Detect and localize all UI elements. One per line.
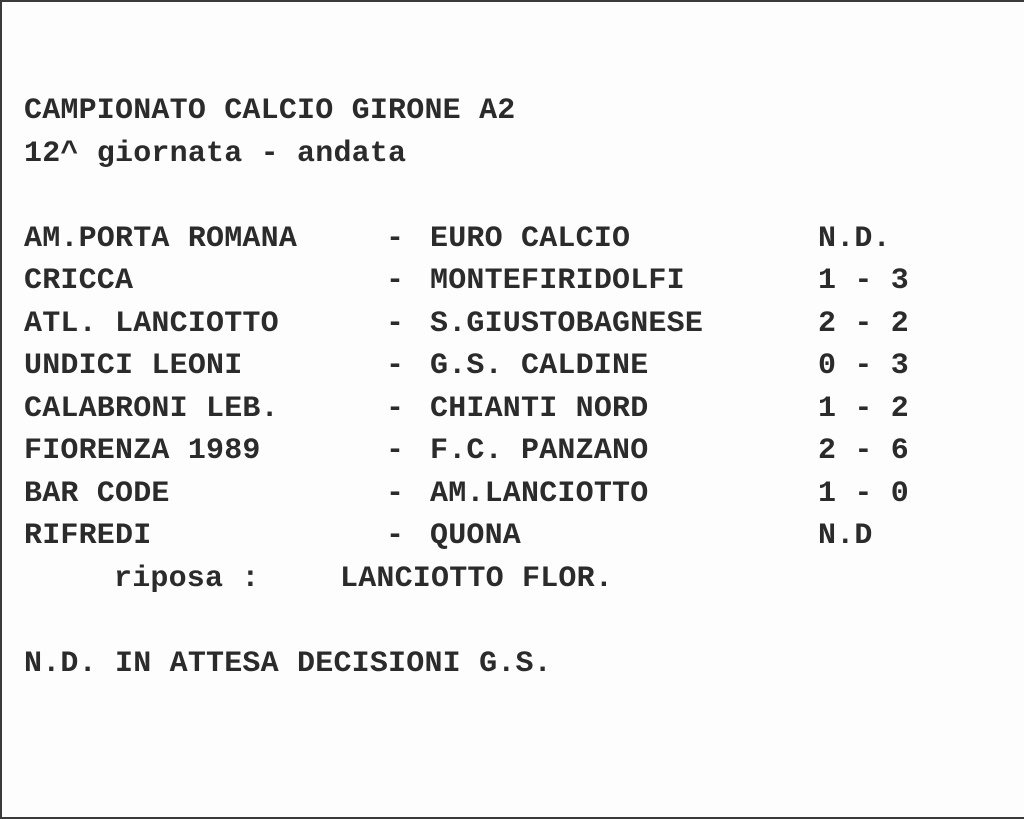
away-team: EURO CALCIO (430, 221, 631, 256)
home-team: FIORENZA 1989 (24, 434, 261, 468)
results-document (24, 90, 938, 685)
match-separator: - (386, 476, 405, 511)
match-row (24, 473, 938, 516)
spacer (24, 175, 938, 218)
away-team: AM.LANCIOTTO (430, 476, 649, 511)
spacer (24, 600, 938, 643)
match-row (24, 218, 938, 261)
match-score: N.D. (818, 221, 891, 256)
match-separator: - (386, 306, 405, 341)
riposa-row (24, 558, 938, 601)
home-team: RIFREDI (24, 519, 152, 553)
footnote: N.D. IN ATTESA DECISIONI G.S. (24, 646, 552, 681)
match-row (24, 430, 938, 473)
match-separator: - (386, 434, 405, 468)
match-row (24, 260, 938, 303)
away-team: S.GIUSTOBAGNESE (430, 306, 704, 341)
away-team: G.S. CALDINE (430, 349, 649, 383)
match-separator: - (386, 349, 405, 383)
away-team: CHIANTI NORD (430, 391, 649, 426)
match-score: 2 - 2 (818, 306, 910, 341)
away-team: F.C. PANZANO (430, 434, 649, 468)
riposa-label: riposa : (114, 561, 260, 596)
match-score: 0 - 3 (818, 349, 910, 383)
away-team: QUONA (430, 519, 522, 553)
match-separator: - (386, 519, 405, 553)
match-score: 1 - 0 (818, 476, 910, 511)
match-separator: - (386, 264, 405, 298)
match-score: N.D (818, 519, 873, 553)
match-row (24, 388, 938, 431)
match-separator: - (386, 391, 405, 426)
home-team: UNDICI LEONI (24, 349, 243, 383)
home-team: BAR CODE (24, 476, 170, 511)
document-title: CAMPIONATO CALCIO GIRONE A2 (24, 94, 516, 128)
home-team: AM.PORTA ROMANA (24, 221, 298, 256)
home-team: CRICCA (24, 264, 134, 298)
match-score: 2 - 6 (818, 434, 910, 468)
away-team: MONTEFIRIDOLFI (430, 264, 685, 298)
match-row (24, 303, 938, 346)
match-row (24, 515, 938, 558)
match-separator: - (386, 221, 405, 256)
document-subtitle: 12^ giornata - andata (24, 136, 407, 171)
riposa-team: LANCIOTTO FLOR. (340, 561, 614, 596)
match-row (24, 345, 938, 388)
home-team: CALABRONI LEB. (24, 391, 279, 426)
home-team: ATL. LANCIOTTO (24, 306, 279, 341)
match-score: 1 - 3 (818, 264, 910, 298)
match-score: 1 - 2 (818, 391, 910, 426)
